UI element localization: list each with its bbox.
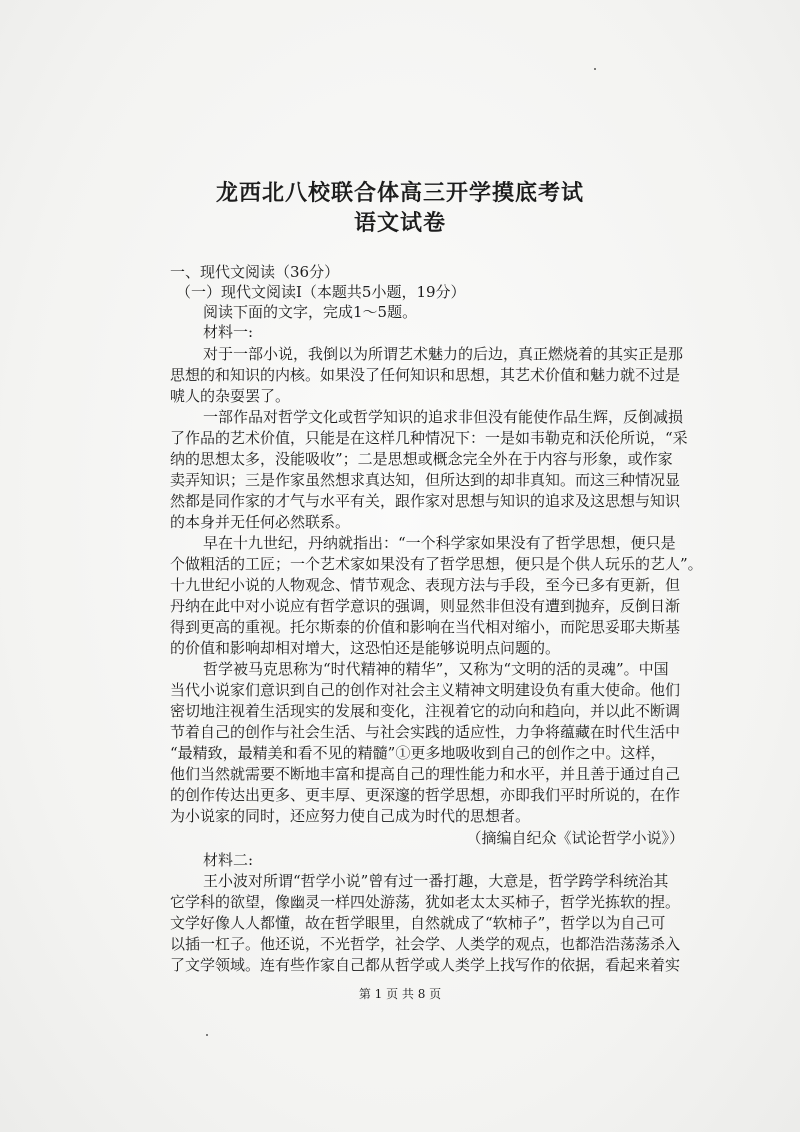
paragraph-line: “最精致，最精美和看不见的精髓”①更多地吸收到自己的创作之中。这样，	[170, 744, 666, 762]
paragraph-line: 早在十九世纪，丹纳就指出：“一个科学家如果没有了哲学思想，便只是	[203, 534, 676, 552]
paragraph-line: 为小说家的同时，还应努力使自己成为时代的思想者。	[170, 807, 531, 825]
paragraph-line: 以插一杠子。他还说，不光哲学，社会学、人类学的观点，也都浩浩荡荡杀入	[170, 935, 681, 953]
section-header: 一、现代文阅读（36分）	[170, 263, 340, 281]
paragraph-line: 丹纳在此中对小说应有哲学意识的强调，则显然非但没有遭到抛弃，反倒日渐	[170, 597, 681, 615]
page-footer: 第 1 页 共 8 页	[358, 987, 442, 1001]
paragraph-line: 王小波对所谓“哲学小说”曾有过一番打趣，大意是，哲学跨学科统治其	[203, 872, 669, 890]
subsection-header: （一）现代文阅读Ⅰ（本题共5小题，19分）	[176, 283, 466, 301]
paragraph-line: 得到更高的重视。托尔斯泰的价值和影响在当代相对缩小，而陀思妥耶夫斯基	[170, 618, 681, 636]
paragraph-line: 的创作传达出更多、更丰厚、更深邃的哲学思想，亦即我们平时所说的，在作	[170, 786, 681, 804]
paragraph-line: 的价值和影响却相对增大，这恐怕还是能够说明点问题的。	[170, 639, 561, 657]
page-subtitle: 语文试卷	[353, 210, 446, 236]
paragraph-line: 密切地注视着生活现实的发展和变化，注视着它的动向和趋向，并以此不断调	[170, 702, 681, 720]
paragraph-line: 当代小说家们意识到自己的创作对社会主义精神文明建设负有重大使命。他们	[170, 681, 681, 699]
paragraph-line: 纳的思想太多，没能吸收”；二是思想或概念完全外在于内容与形象，或作家	[170, 450, 673, 468]
paragraph-line: 节着自己的创作与社会生活、与社会实践的适应性，力争将蕴藏在时代生活中	[170, 723, 681, 741]
paragraph-line: 唬人的杂耍罢了。	[170, 387, 291, 405]
scan-speck	[206, 1034, 208, 1036]
instruction: 阅读下面的文字，完成1～5题。	[203, 303, 418, 321]
paragraph-line: 一部作品对哲学文化或哲学知识的追求非但没有能使作品生辉，反倒减损	[203, 408, 684, 426]
paragraph-line: 哲学被马克思称为“时代精神的精华”，又称为“文明的活的灵魂”。中国	[203, 660, 669, 678]
paragraph-line: 对于一部小说，我倒以为所谓艺术魅力的后边，真正燃烧着的其实正是那	[203, 345, 684, 363]
paragraph-line: 个做粗活的工匠；一个艺术家如果没有了哲学思想，便只是个供人玩乐的艺人”。	[170, 555, 703, 573]
paragraph-line: 思想的和知识的内核。如果没了任何知识和思想，其艺术价值和魅力就不过是	[170, 366, 681, 384]
paragraph-line: 的本身并无任何必然联系。	[170, 513, 351, 531]
paragraph-line: 它学科的欲望，像幽灵一样四处游荡，犹如老太太买柿子，哲学光拣软的捏。	[170, 893, 681, 911]
paragraph-line: 然都是同作家的才气与水平有关，跟作家对思想与知识的追求及这思想与知识	[170, 492, 681, 510]
material2-label: 材料二:	[203, 851, 254, 869]
material1-label: 材料一:	[203, 323, 254, 341]
page-title: 龙西北八校联合体高三开学摸底考试	[215, 180, 584, 206]
material1-source: （摘编自纪众《试论哲学小说》）	[466, 829, 684, 847]
paragraph-line: 了文学领域。连有些作家自己都从哲学或人类学上找写作的依据，看起来着实	[170, 956, 681, 974]
scan-speck	[594, 68, 596, 70]
paragraph-line: 了作品的艺术价值，只能是在这样几种情况下：一是如韦勒克和沃伦所说，“采	[170, 429, 688, 447]
paragraph-line: 卖弄知识；三是作家虽然想求真达知，但所达到的却非真知。而这三种情况显	[170, 471, 681, 489]
paragraph-line: 他们当然就需要不断地丰富和提高自己的理性能力和水平，并且善于通过自己	[170, 765, 681, 783]
paragraph-line: 十九世纪小说的人物观念、情节观念、表现方法与手段，至今已多有更新，但	[170, 576, 681, 594]
paragraph-line: 文学好像人人都懂，故在哲学眼里，自然就成了“软柿子”，哲学以为自己可	[170, 914, 666, 932]
